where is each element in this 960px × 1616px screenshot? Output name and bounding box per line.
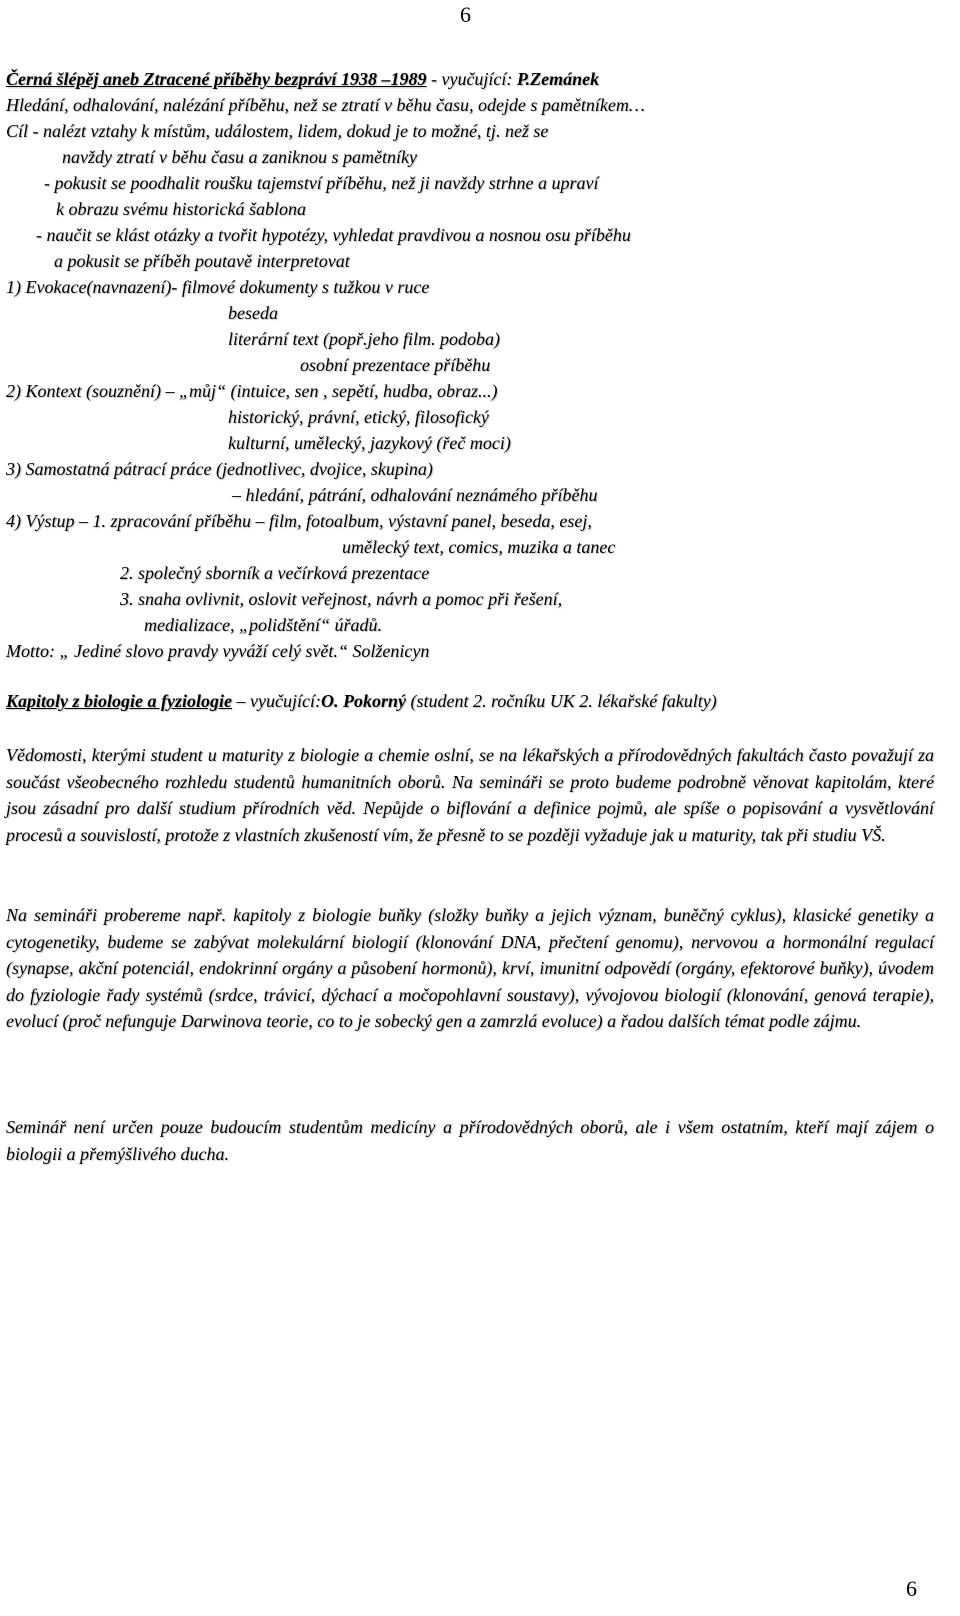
- section1-line: osobní prezentace příběhu: [300, 355, 491, 375]
- section1-line: 2. společný sborník a večírková prezentace: [120, 563, 430, 583]
- section2-heading: [6, 690, 717, 712]
- section1-line: - pokusit se poodhalit roušku tajemství příběhu, než ji navždy strhne a upraví: [44, 173, 599, 193]
- section1-line: 3. snaha ovlivnit, oslovit veřejnost, návrh a pomoc při řešení,: [120, 589, 563, 609]
- section1-motto: Motto: „ Jediné slovo pravdy vyváží celý svět.“ Solženicyn: [6, 641, 430, 661]
- section1-teacher-name: P.Zemánek: [516, 69, 600, 89]
- section1-line: navždy ztratí v běhu času a zaniknou s pamětníky: [62, 147, 417, 167]
- section2-teacher-prefix: – vyučující:: [231, 691, 321, 711]
- section1-line: – hledání, pátrání, odhalování neznámého příběhu: [232, 485, 598, 505]
- page-number-top: 6: [460, 2, 471, 27]
- section2-paragraph: Vědomosti, kterými student u maturity z biologie a chemie oslní, se na lékařských a přírodovědných fakultách často považují za součást všeobecného rozhledu studentů humanitních oborů. Na semináři se proto budeme podrobně věnovat kapitolám, které jsou zásadní pro další studium přírodních věd. Nepůjde o biflování a definice pojmů, ale spíše o popisování a vysvětlování procesů a souvislostí, protože z vlastních zkušeností vím, že přesně to se později vyžaduje jak u maturity, tak při studiu VŠ.: [6, 745, 934, 845]
- section2-title: Kapitoly z biologie a fyziologie: [6, 691, 232, 711]
- section1-line: - naučit se klást otázky a tvořit hypotézy, vyhledat pravdivou a nosnou osu příběhu: [36, 225, 631, 245]
- section1-line: 1) Evokace(navnazení)- filmové dokumenty s tužkou v ruce: [6, 277, 430, 297]
- section1-line: Cíl - nalézt vztahy k místům, událostem, lidem, dokud je to možné, tj. než se: [6, 121, 549, 141]
- section1-line: kulturní, umělecký, jazykový (řeč moci): [228, 433, 511, 453]
- section1-line: Hledání, odhalování, nalézání příběhu, než se ztratí v běhu času, odejde s pamětníkem…: [6, 95, 645, 115]
- section1-line: 4) Výstup – 1. zpracování příběhu – film, fotoalbum, výstavní panel, beseda, esej,: [6, 511, 592, 531]
- section1-line: k obrazu svému historická šablona: [56, 199, 306, 219]
- section2-teacher-name: O. Pokorný: [320, 691, 406, 711]
- section1-line: 3) Samostatná pátrací práce (jednotlivec, dvojice, skupina): [6, 459, 433, 479]
- section1-line: a pokusit se příběh poutavě interpretovat: [54, 251, 350, 271]
- section2-paragraph: Seminář není určen pouze budoucím studentům medicíny a přírodovědných oborů, ale i všem ostatním, kteří mají zájem o biologii a přemýšlivého ducha.: [6, 1117, 934, 1164]
- page-number-bottom: 6: [906, 1576, 917, 1601]
- section1-line: historický, právní, etický, filosofický: [228, 407, 489, 427]
- section1-line: 2) Kontext (souznění) – „můj“ (intuice, sen , sepětí, hudba, obraz...): [6, 381, 498, 401]
- section1-line: medializace, „polidštění“ úřadů.: [144, 615, 382, 635]
- section1-line: beseda: [228, 303, 278, 323]
- section1-title: Černá šlépěj aneb Ztracené příběhy bezpráví 1938 –1989: [6, 69, 427, 89]
- section2-teacher-note: (student 2. ročníku UK 2. lékařské fakulty): [405, 691, 717, 711]
- section1-teacher-prefix: - vyučující:: [426, 69, 517, 89]
- section1-heading: [6, 68, 599, 90]
- section1-line: literární text (popř.jeho film. podoba): [228, 329, 500, 349]
- section2-paragraph: Na semináři probereme např. kapitoly z biologie buňky (složky buňky a jejich význam, buněčný cyklus), klasické genetiky a cytogenetiky, budeme se zabývat molekulární biologií (klonování DNA, přečtení genomu), nervovou a hormonální regulací (synapse, akční potenciál, endokrinní orgány a působení hormonů), krví, imunitní odpovědí (orgány, efektorové buňky), úvodem do fyziologie řady systémů (srdce, trávicí, dýchací a močopohlavní soustavy), vývojovou biologií (klonování, genová terapie), evolucí (proč nefunguje Darwinova teorie, co to je sobecký gen a zamrzlá evoluce) a řadou dalších témat podle zájmu.: [6, 905, 934, 1031]
- section1-line: umělecký text, comics, muzika a tanec: [342, 537, 616, 557]
